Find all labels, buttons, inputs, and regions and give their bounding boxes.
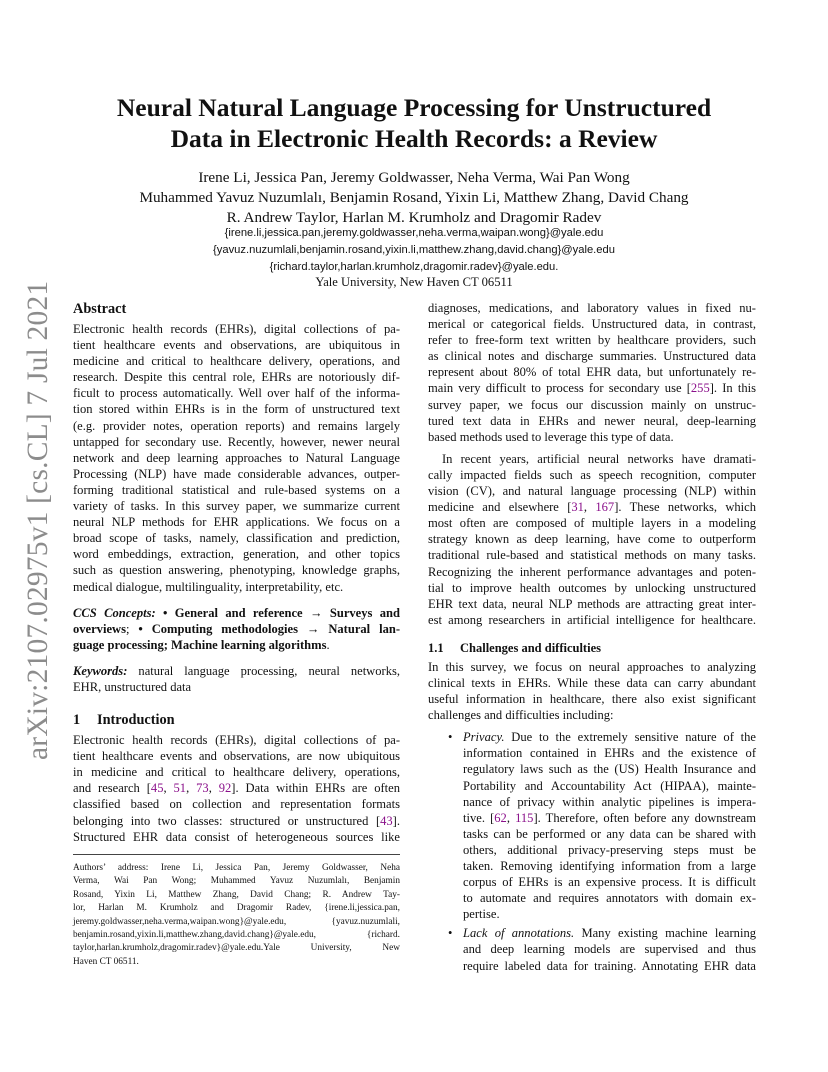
list-item-annotations [428,925,756,973]
subsection-heading [428,640,756,657]
ccs-concept: • Computing methodologies → Natural lan- [138,621,401,636]
abstract-line: Electronic health records (EHRs), digital collections of pa- [73,322,400,336]
footnote-divider [73,854,400,855]
ccs-concept: • General and reference → Surveys and [163,605,400,620]
author-line: R. Andrew Taylor, Harlan M. Krumholz and Dragomir Radev [226,209,602,226]
footnote-line: benjamin.rosand,yixin.li,matthew.zhang,david.chang}@yale.edu, {richard. [73,930,400,941]
ccs-concept: guage processing; Machine learning algorithms [73,637,327,652]
body-text: medicine and elsewhere [ [428,500,572,515]
body-line: useful information in healthcare, there also exist significant [428,692,756,707]
intro-line [73,780,400,796]
body-text: main very difficult to process for secondary use [ [428,381,691,396]
body-line: most often are composed of multiple layers in a modeling [428,516,756,531]
body-line: cally impacted fields such as speech recognition, computer [428,467,756,482]
body-line: merical or categorical fields. Unstructured data, in contrast, [428,317,756,332]
abstract-line: tion stored within EHRs is in the form of unstructured text [73,402,400,417]
bullet-icon: • [448,926,453,941]
abstract-heading: Abstract [73,301,127,317]
bullet-line: information contained in EHRs and the existence of [463,746,756,761]
introduction-heading [73,711,400,729]
section-title: Introduction [97,712,175,729]
keywords-line [73,663,400,679]
citation-link[interactable]: 31 [571,500,584,515]
citation-link[interactable]: 43 [380,813,393,828]
ccs-line [73,637,400,653]
keywords-label: Keywords: [73,663,128,678]
body-line: tial to improve health outcomes by unlocking unstructured [428,580,756,595]
intro-line [73,813,400,829]
body-line: clinical texts in EHRs. While these data can carry abundant [428,675,756,690]
abstract-line: such as question answering, phenotyping, knowledge graphs, [73,563,400,578]
intro-text: ]. Data within EHRs are often [231,781,401,796]
body-line: traditional rule-based and statistical methods on many tasks. [428,548,756,563]
bullet-text: ]. Therefore, often before any downstream [533,810,756,825]
body-text: ]. These networks, which [614,500,756,515]
bullet-text: Many existing machine learning [574,926,756,941]
paper-title [40,92,788,154]
arxiv-identifier-stamp: arXiv:2107.02975v1 [cs.CL] 7 Jul 2021 [22,280,54,760]
abstract-line: medical dialogue, multilinguality, interpretability, etc. [73,579,344,594]
body-line: In this survey, we focus on neural approaches to analyzing [428,659,756,674]
paragraph [428,451,756,628]
abstract-line: neural NLP methods for EHR applications. We focus on a [73,515,400,530]
body-text: ]. In this [709,381,756,396]
abstract-line: variety of tasks. In this survey paper, we summarize current [73,499,400,514]
bullet-line: regulatory laws such as the (US) Health Insurance and [463,762,756,777]
footnote-line: Verma, Wai Pan Wong; Muhammed Yavuz Nuzumlalı, Benjamin [73,876,400,887]
footnote-line: Authors’ address: Irene Li, Jessica Pan, Jeremy Goldwasser, Neha [73,863,400,873]
intro-text: belonging into two classes: structured or unstructured [ [73,813,381,828]
body-line: diagnoses, medications, and laboratory values in fixed nu- [428,301,756,315]
bullet-line: others, additional privacy-preserving steps must be [463,842,756,857]
abstract-line: network and deep learning approaches to Natural Language [73,450,400,465]
bullet-line: Portability and Accountability Act (HIPAA), mainte- [463,778,756,793]
left-column [73,300,400,845]
email-line: {irene.li,jessica.pan,jeremy.goldwasser,neha.verma,waipan.wong}@yale.edu [224,227,604,239]
intro-line: Structured EHR data consist of heterogeneous sources like [73,829,400,844]
ccs-label: CCS Concepts: [73,605,156,620]
introduction-section [73,711,400,845]
intro-line: in medicine and critical to healthcare delivery, operations, [73,765,400,780]
ccs-line [73,605,400,621]
citation-link[interactable]: 62 [494,810,507,825]
affiliation: Yale University, New Haven CT 06511 [315,275,513,289]
body-line: Recognizing the inherent performance advantages and poten- [428,564,756,579]
subsection-title: Challenges and difficulties [460,640,601,655]
body-line: In recent years, artificial neural networks have dramati- [442,451,756,466]
body-line: represent about 80% of total EHR data, but unfortunately re- [428,365,756,380]
author-list [40,168,788,228]
email-line: {richard.taylor,harlan.krumholz,dragomir.radev}@yale.edu. [269,261,559,273]
bullet-line: pertise. [463,907,500,922]
footnote-line: jeremy.goldwasser,neha.verma,waipan.wong}@yale.edu, {yavuz.nuzumlali, [73,916,400,927]
bullet-icon: • [448,730,453,745]
body-line: strategy known as deep learning, have come to outperform [428,532,756,547]
bullet-line: to automate and requires annotators with domain ex- [463,891,756,906]
citation-separator: , [583,500,596,515]
intro-line: classified based on collection and representation formats [73,797,400,812]
citation-link[interactable]: 73 [196,781,209,796]
body-line: vision (CV), and natural language processing (NLP) within [428,484,756,499]
bullet-line [463,729,756,745]
ccs-separator: ; [125,621,139,636]
author-line: Irene Li, Jessica Pan, Jeremy Goldwasser, Neha Verma, Wai Pan Wong [198,169,630,186]
bullet-text: Due to the extremely sensitive nature of the [504,730,756,745]
subsection-number: 1.1 [428,640,444,655]
abstract-line: ficult to process automatically. Well over half of the informa- [73,386,400,401]
body-line: est among researchers in artificial intelligence for healthcare. [428,612,756,627]
abstract-line: Processing (NLP) have made considerable advances, outper- [73,466,400,481]
bullet-line: require labeled data for training. Annotating EHR data [463,958,756,973]
bullet-line: corpus of EHRs is an expensive process. It is difficult [463,875,756,890]
authors-address-footnote [73,862,400,969]
author-emails [40,225,788,276]
abstract-line: research. Despite this central role, EHRs are notoriously dif- [73,370,400,385]
ccs-end: . [326,637,330,652]
list-item-privacy [428,729,756,922]
body-line: based methods used to leverage this type of data. [428,429,674,444]
citation-link[interactable]: 51 [173,781,187,796]
ccs-concept: overviews [73,621,126,636]
ccs-concepts [73,605,400,653]
bullet-label: Lack of annotations. [463,926,575,941]
abstract-line: (e.g. provider notes, operation reports) and remains largely [73,418,400,433]
intro-text: ]. [392,813,400,828]
body-line: tured text data in EHRs and newer neural, deep-learning [428,413,756,428]
title-line: Data in Electronic Health Records: a Review [170,124,658,153]
keywords-line: EHR, unstructured data [73,679,192,694]
intro-line: tient healthcare events and observations, are now ubiquitous [73,749,400,764]
citation-separator: , [208,781,219,796]
bullet-line: nance of privacy within analytic pipelines is impera- [463,794,756,809]
bullet-text: tive. [ [463,810,495,825]
bullet-line [463,810,756,826]
citation-link[interactable]: 45 [150,781,164,796]
abstract-line: broad scope of tasks, namely, classification and prediction, [73,531,400,546]
footnote-line: Haven CT 06511. [73,956,139,967]
bullet-label: Privacy. [463,730,505,745]
body-line: challenges and difficulties including: [428,708,614,723]
paragraph [428,300,756,445]
footnote-line: Rosand, Yixin Li, Matthew Zhang, David Chang; R. Andrew Tay- [73,889,400,900]
bullet-line [463,925,756,941]
keywords [73,663,400,695]
right-column [428,300,756,974]
bullet-line: tasks can be performed or any data can be shared with [463,826,756,841]
abstract-body [73,321,400,595]
abstract-line: forming traditional statistical and rule-based systems on a [73,482,400,497]
abstract-line: word embeddings, extraction, generation, and other topics [73,547,400,562]
bullet-line: taken. Removing identifying information from a large [463,859,756,873]
citation-link[interactable]: 167 [595,500,615,515]
footnote-line: taylor,harlan.krumholz,dragomir.radev}@yale.edu.Yale University, New [73,943,400,954]
intro-line: Electronic health records (EHRs), digital collections of pa- [73,733,400,748]
section-number: 1 [73,712,81,729]
abstract-line: medicine and critical to healthcare delivery, operations, and [73,354,400,369]
abstract-line: tient healthcare events and observations, are ubiquitous in [73,338,400,353]
body-line: as clinical notes and discharge summaries. Unstructured data [428,349,756,364]
citation-separator: , [186,781,197,796]
keywords-text: natural language processing, neural networks, [127,663,400,678]
body-line: EHR text data, neural NLP methods are attracting great inter- [428,596,756,611]
body-line [428,380,756,396]
intro-text: and research [ [73,781,151,796]
citation-link[interactable]: 255 [690,381,710,396]
citation-separator: , [163,781,174,796]
body-line: refer to free-form text written by healthcare providers, such [428,333,756,348]
author-line: Muhammed Yavuz Nuzumlalı, Benjamin Rosand, Yixin Li, Matthew Zhang, David Chang [139,189,689,206]
citation-link[interactable]: 92 [218,781,232,796]
body-line [428,499,756,515]
citation-link[interactable]: 115 [515,810,534,825]
footnote-line: lor, Harlan M. Krumholz and Dragomir Radev, {irene.li,jessica.pan, [73,903,400,914]
body-line: survey paper, we focus our discussion mainly on unstruc- [428,397,756,412]
citation-separator: , [506,810,516,825]
ccs-line [73,621,400,637]
abstract-line: untapped for secondary use. Recently, however, newer neural [73,434,400,449]
paragraph [428,659,756,723]
email-line: {yavuz.nuzumlali,benjamin.rosand,yixin.li,matthew.zhang,david.chang}@yale.edu [213,244,615,256]
bullet-line: and deep learning models are supervised and thus [463,942,756,957]
title-line: Neural Natural Language Processing for Unstructured [116,93,712,122]
